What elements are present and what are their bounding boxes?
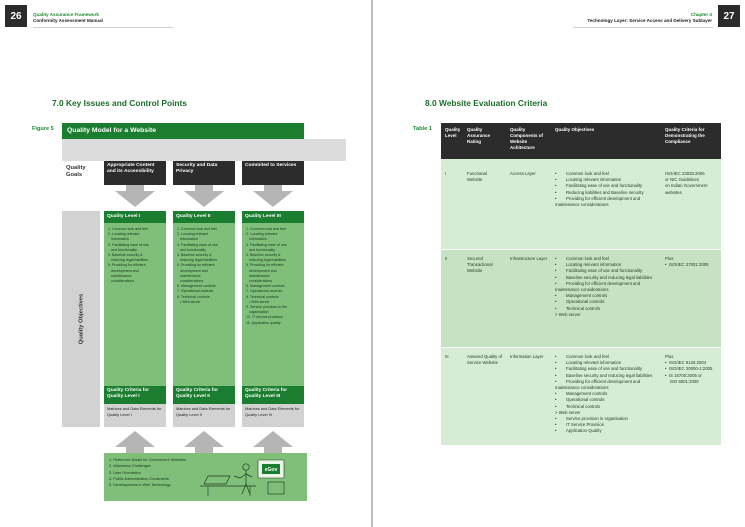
list-item: • Common look and feel xyxy=(555,256,652,262)
list-item: 10. IT service provision xyxy=(246,315,283,320)
list-item: maintenance xyxy=(108,273,132,278)
list-item: 1. Reference Model for Government Websites xyxy=(109,458,187,462)
list-item: considerations xyxy=(108,279,135,284)
quality-goals-line1: Quality xyxy=(66,165,86,171)
list-item: 3. Facilitating ease of use xyxy=(246,242,287,247)
list-item: and functionality xyxy=(246,247,275,252)
list-item: • Facilitating ease of use and functionality xyxy=(555,366,652,372)
section-title-left: 7.0 Key Issues and Control Points xyxy=(52,98,187,108)
egov-label: eGov xyxy=(264,467,278,473)
quality-goals-label xyxy=(66,165,86,179)
up-arrow-3 xyxy=(253,431,293,447)
quality-level-3-title: Quality Level III xyxy=(242,211,304,223)
list-item: information xyxy=(108,237,129,242)
list-item: • Baseline security and reducing legal liabilities xyxy=(555,275,652,281)
list-item: 1. Common look and feel xyxy=(108,227,148,231)
list-item: 5. Providing for efficient xyxy=(177,263,215,268)
left-header xyxy=(33,12,103,24)
left-header-subtitle: Conformity Assessment Manual xyxy=(33,18,103,23)
list-item: development and xyxy=(108,268,139,273)
right-header xyxy=(587,12,712,24)
col-criteria: Quality Criteria for Demonstrating the Compliance xyxy=(665,127,705,144)
list-item: • Web server xyxy=(246,299,270,304)
list-item: • Facilitating ease of use and functionality xyxy=(555,268,652,274)
criteria-line: ISO/IEC 23026:2006 xyxy=(665,171,705,176)
list-item: 5. Developments in Web Technology xyxy=(109,483,171,488)
goal-services: Commited to Services xyxy=(242,161,304,185)
list-item: reducing legal liabilities xyxy=(177,258,217,263)
foundation-list xyxy=(109,457,186,488)
list-item: 5. Providing for efficient xyxy=(246,263,284,268)
list-item: organisation xyxy=(246,310,269,315)
list-item: • IT Service Provision xyxy=(555,422,652,428)
quality-objectives-label: Quality Objectives xyxy=(78,293,84,345)
row1-level: I xyxy=(445,171,447,176)
table-row xyxy=(441,159,721,249)
list-item: 8. Technical controls xyxy=(177,294,210,299)
down-arrow-1 xyxy=(115,191,155,207)
criteria-line: • ISO/IEC 27001:2005 xyxy=(665,262,709,268)
list-item: 2. Locating relevant xyxy=(177,232,209,237)
list-item: • Facilitating ease of use and functionality xyxy=(555,183,644,189)
row2-rating: Secured Transactional Website xyxy=(467,256,493,274)
list-item: • Providing for efficient development and xyxy=(555,196,644,202)
list-item: • Locating relevant information xyxy=(555,360,652,366)
table-row xyxy=(441,250,721,347)
list-item: maintenance xyxy=(177,273,201,278)
list-item: development and xyxy=(177,268,208,273)
list-item: and functionality xyxy=(108,247,137,252)
list-item: 2. eBusiness Challenges xyxy=(109,464,151,469)
list-item: 6. Management controls xyxy=(177,284,216,289)
list-item: > Web server xyxy=(555,409,581,415)
figure-label: Figure 5 xyxy=(32,126,54,132)
table-label: Table 1 xyxy=(413,126,432,132)
row2-criteria xyxy=(665,256,721,268)
row2-level: II xyxy=(445,256,448,261)
list-item: 4. Baseline security & xyxy=(108,253,143,258)
list-item: 1. Common look and feel xyxy=(246,227,286,231)
list-item: • Locating relevant information xyxy=(555,262,652,268)
matrices-1: Matrices and Data Elements for Quality Level I xyxy=(104,404,166,427)
list-item: 4. Public Administration Constraints xyxy=(109,476,169,481)
goal-security: Security and Data Privacy xyxy=(173,161,235,185)
list-item: maintenance xyxy=(246,273,270,278)
col-rating: Quality Assurance Rating xyxy=(467,127,491,144)
list-item: 3. Facilitating ease of use xyxy=(108,242,149,247)
list-item: • Service provision in organisation xyxy=(555,416,652,422)
list-item: • Management controls xyxy=(555,293,652,299)
row1-rating: Functional Website xyxy=(467,171,487,183)
list-item: reducing legal liabilities xyxy=(108,258,148,263)
col-components: Quality Components of Website Achitecture xyxy=(510,127,543,150)
criteria-line: • ISO/IEC 9126:2004 xyxy=(665,360,707,366)
down-arrow-2 xyxy=(184,191,224,207)
list-item: 1. Common look and feel xyxy=(177,227,217,231)
list-item: and functionality xyxy=(177,247,206,252)
list-item: 2. Locating relevant xyxy=(108,232,140,237)
up-arrow-2 xyxy=(184,431,224,447)
list-item: • Baseline security and reducing legal liabilities xyxy=(555,373,652,379)
criteria-line: or NIC Guidelines xyxy=(665,177,699,183)
quality-level-1-list xyxy=(104,223,166,284)
quality-level-2-list xyxy=(173,223,235,305)
row2-component: Infrastructure Layer xyxy=(510,256,548,261)
list-item: > Web server xyxy=(555,311,581,317)
figure-title: Quality Model for a Website xyxy=(62,123,304,139)
row3-component: Information Layer xyxy=(510,354,544,359)
quality-goals-line2: Goals xyxy=(66,172,83,178)
col-objectives: Quality Objectives xyxy=(555,127,595,132)
criteria-line: ISO 9001:2000 xyxy=(665,378,699,384)
list-item: 7. Operational controls xyxy=(177,289,214,294)
col-quality-level: Quality Level xyxy=(445,127,461,138)
list-item: 3. Facilitating ease of use xyxy=(177,242,218,247)
list-item: • Management controls xyxy=(555,391,652,397)
list-item: 4. Baseline security & xyxy=(177,253,212,258)
table-header xyxy=(441,123,721,159)
quality-level-2-title: Quality Level II xyxy=(173,211,235,223)
goal-content: Appropriate Content and its Accessibility xyxy=(104,161,166,185)
person-at-computer-illustration xyxy=(186,458,298,498)
header-rule-right xyxy=(573,27,713,28)
quality-criteria-3: Quality Criteria for Quality Level III xyxy=(242,386,304,404)
list-item: 11. Application quality xyxy=(246,320,281,325)
list-item: • Technical controls xyxy=(555,306,652,312)
list-item: • Locating relevant information xyxy=(555,177,644,183)
list-item: considerations xyxy=(246,279,273,284)
row1-criteria xyxy=(665,171,721,196)
header-rule-left xyxy=(33,27,173,28)
list-item: information xyxy=(177,237,198,242)
list-item: considerations xyxy=(177,279,204,284)
criteria-line: on Indian Government xyxy=(665,183,708,189)
page-number-right: 27 xyxy=(718,5,740,27)
list-item: • Operational controls xyxy=(555,397,652,403)
criteria-line: websites xyxy=(665,189,682,195)
section-title-right: 8.0 Website Evaluation Criteria xyxy=(425,98,548,108)
quality-objectives-label-wrap xyxy=(62,211,100,427)
list-item: • Common look and feel xyxy=(555,171,644,177)
list-item: reducing legal liabilities xyxy=(246,258,286,263)
quality-level-3 xyxy=(242,211,304,386)
quality-criteria-2: Quality Criteria for Quality Level II xyxy=(173,386,235,404)
list-item: 9. Service provision in the xyxy=(246,305,288,310)
quality-level-2 xyxy=(173,211,235,386)
list-item: 2. Locating relevant xyxy=(246,232,278,237)
quality-level-1 xyxy=(104,211,166,386)
criteria-line: • ISO/IEC 20000-1:2005 xyxy=(665,366,713,372)
quality-level-1-title: Quality Level I xyxy=(104,211,166,223)
right-header-title: Chapter 4 xyxy=(690,12,712,17)
row3-level: III xyxy=(445,354,449,359)
list-item: • Providing for efficient development and xyxy=(555,281,652,287)
matrices-3: Matrices and Data Elements for Quality Level III xyxy=(242,404,304,427)
list-item: maintenance considerations xyxy=(555,202,609,208)
criteria-line: • IS 15700:2005 or xyxy=(665,372,702,378)
row3-criteria xyxy=(665,354,721,385)
row1-component: Access Layer xyxy=(510,171,536,176)
page-number-left: 26 xyxy=(5,5,27,27)
criteria-line: Plus xyxy=(665,256,674,261)
list-item: • Web server xyxy=(177,299,201,304)
row1-objectives xyxy=(555,171,644,208)
list-item: 6. Management controls xyxy=(246,284,285,289)
row2-objectives xyxy=(555,256,652,318)
list-item: • Application Quality xyxy=(555,428,652,434)
list-item: 8. Technical controls xyxy=(246,294,279,299)
matrices-2: Matrices and Data Elements for Quality Level II xyxy=(173,404,235,427)
list-item: 3. User Orientation xyxy=(109,470,141,475)
list-item: • Common look and feel xyxy=(555,354,652,360)
list-item: information xyxy=(246,237,267,242)
left-page xyxy=(0,0,372,527)
quality-level-3-list xyxy=(242,223,304,326)
criteria-line: Plus xyxy=(665,354,674,359)
list-item: • Operational controls xyxy=(555,299,652,305)
table-row xyxy=(441,348,721,445)
list-item: 7. Operational controls xyxy=(246,289,283,294)
list-item: maintenance considerations xyxy=(555,385,609,391)
list-item: maintenance considerations xyxy=(555,287,609,293)
list-item: development and xyxy=(246,268,277,273)
right-header-subtitle: Technology Layer: Service Access and Delivery Sublayer xyxy=(587,18,712,23)
list-item: 4. Baseline security & xyxy=(246,253,281,258)
list-item: 5. Providing for efficient xyxy=(108,263,146,268)
down-arrow-3 xyxy=(253,191,293,207)
row3-rating: Assured Quality of Service Website xyxy=(467,354,503,366)
up-arrow-1 xyxy=(115,431,155,447)
figure-gray-band xyxy=(62,139,346,161)
left-header-title: Quality Assurance Framework xyxy=(33,12,99,17)
row3-objectives xyxy=(555,354,652,435)
list-item: • Providing for efficient development and xyxy=(555,379,652,385)
list-item: • Reducing liabilities and Baseline security xyxy=(555,190,644,196)
evaluation-table xyxy=(441,123,721,445)
quality-criteria-1: Quality Criteria for Quality Level I xyxy=(104,386,166,404)
list-item: • Technical controls xyxy=(555,404,652,410)
